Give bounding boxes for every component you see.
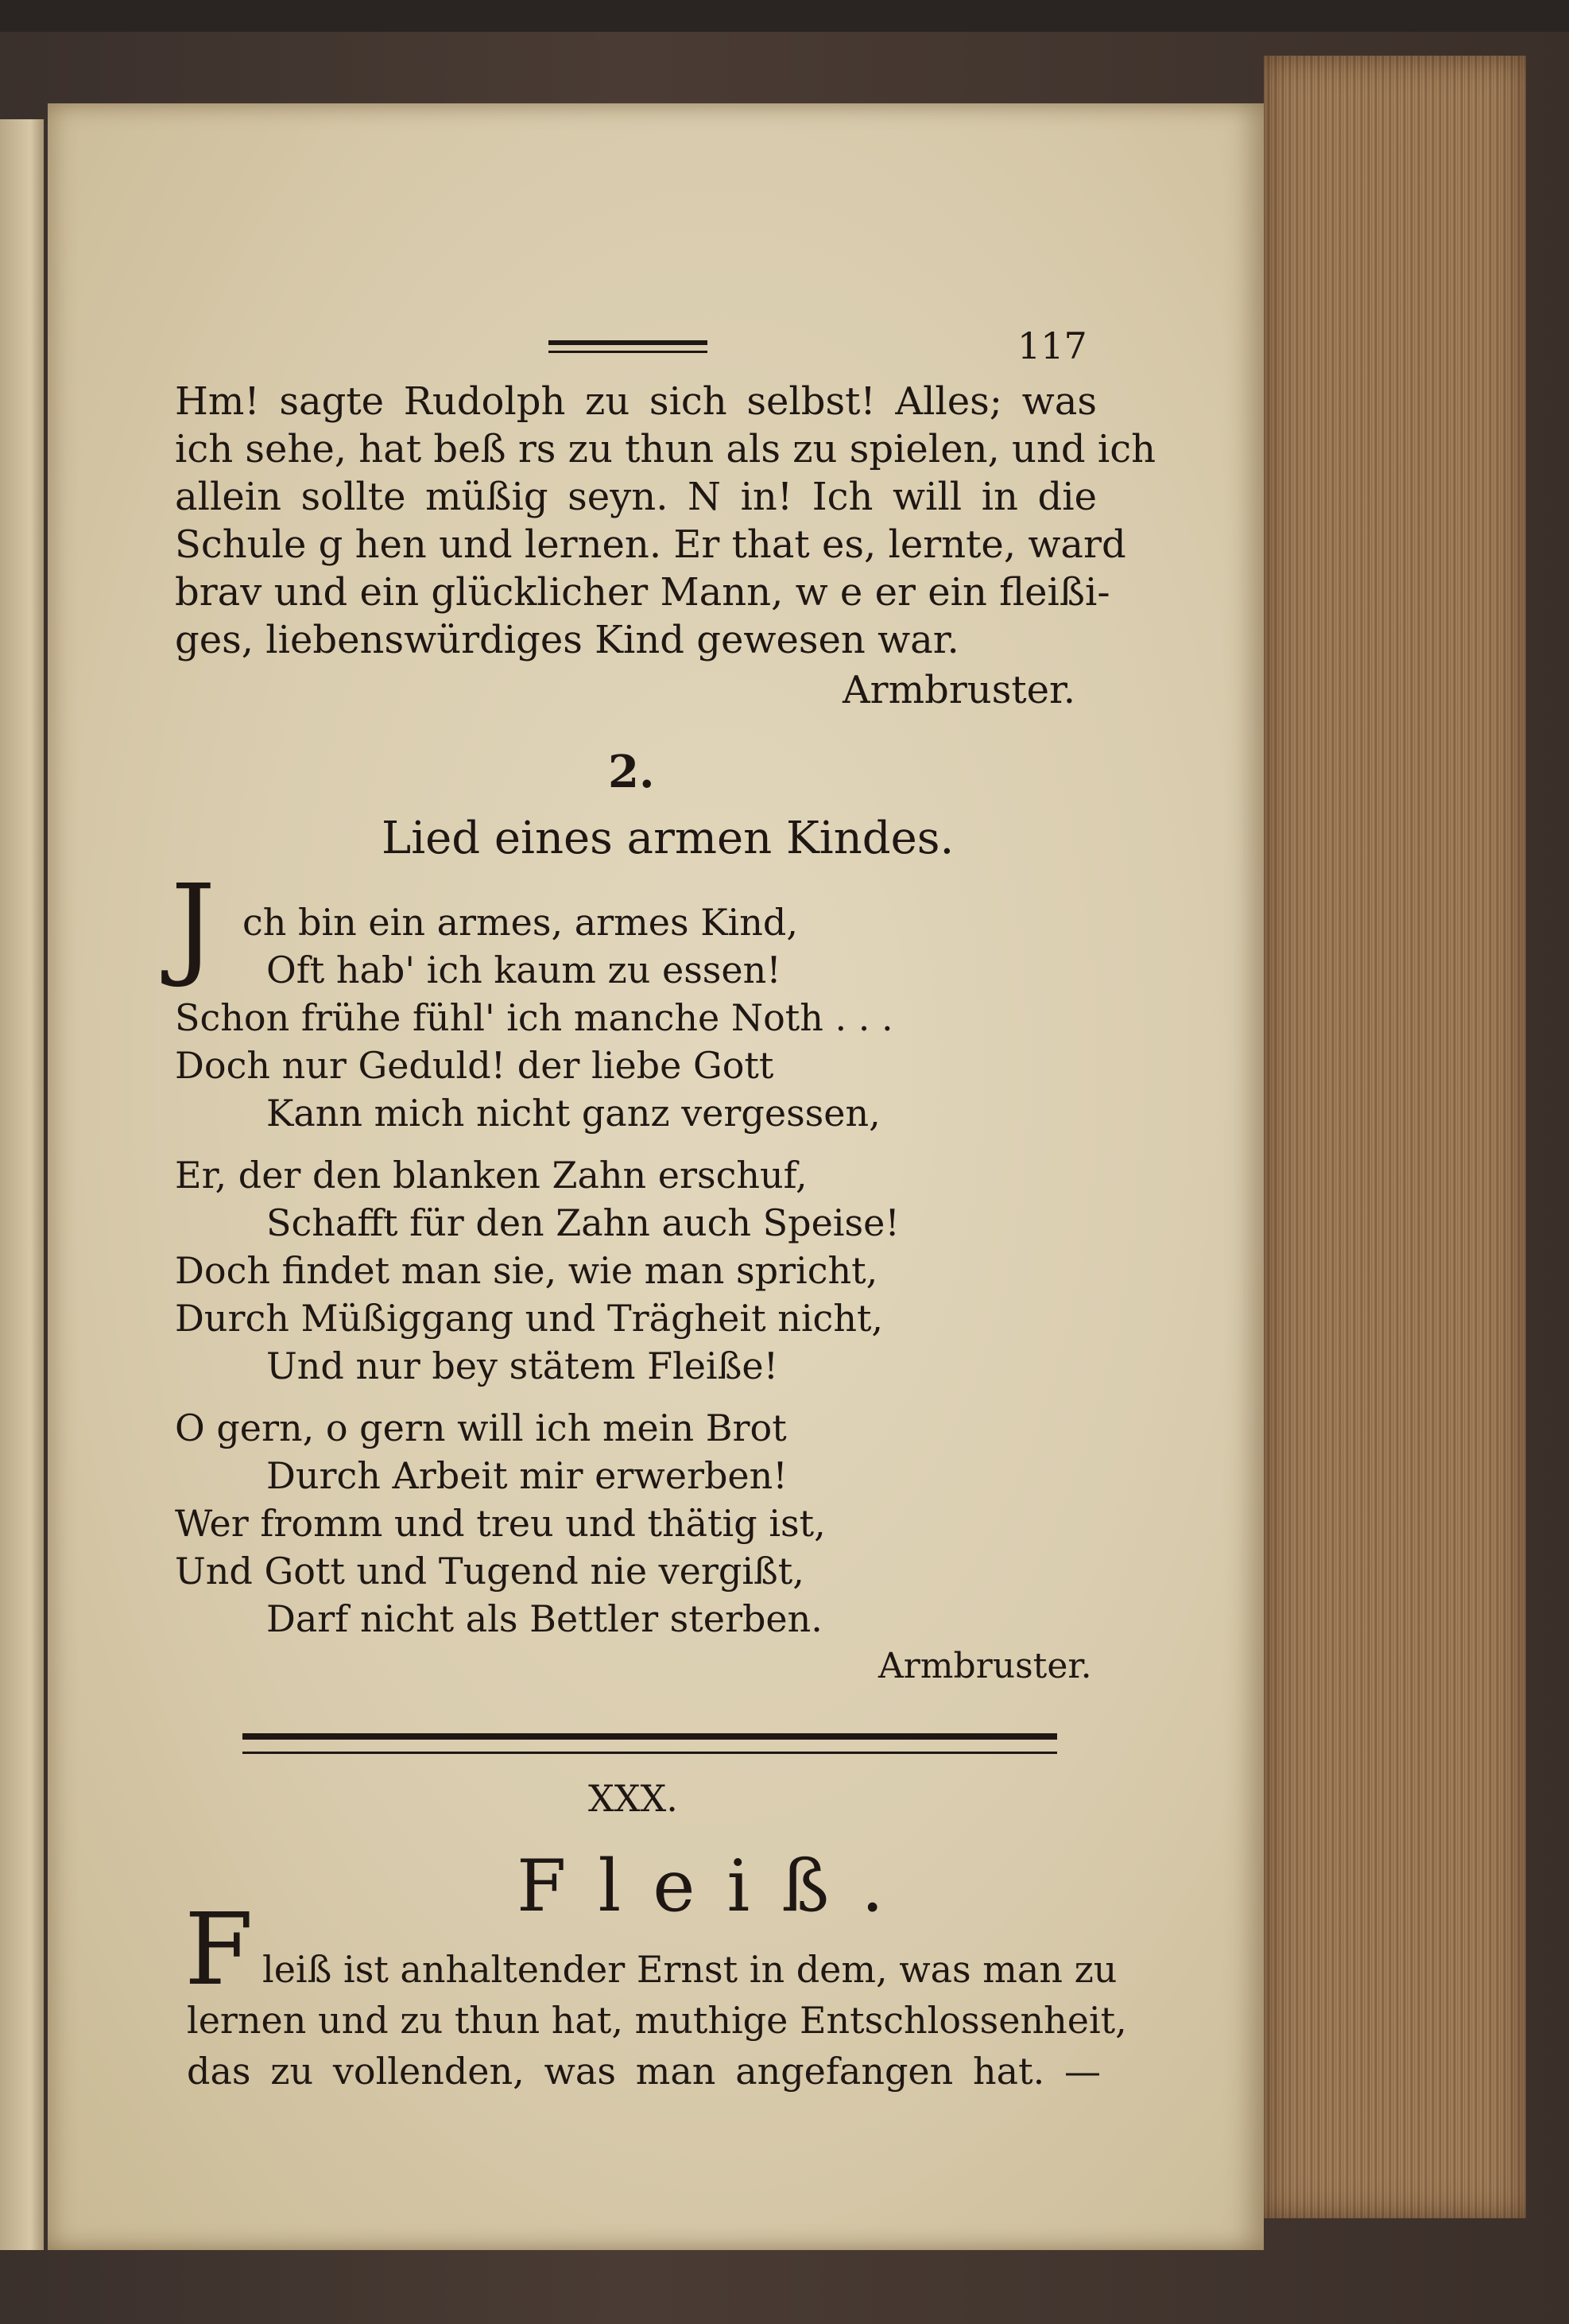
poem-line: Und nur bey stätem Fleiße! [266,1344,779,1387]
header-rule [548,340,707,353]
prose-line: allein sollte müßig seyn. N in! Ich will in die [175,475,1097,519]
author-signature: Armbruster. [843,668,1075,712]
poem-line: Schafft für den Zahn auch Speise! [266,1201,900,1244]
poem-line: Durch Arbeit mir erwerben! [266,1454,788,1497]
author-signature-2: Armbruster. [878,1646,1092,1686]
poem-line: ch bin ein armes, armes Kind, [242,901,798,944]
poem-line: Darf nicht als Bettler sterben. [266,1597,823,1640]
section-number: 2. [608,746,655,798]
prose-line: Hm! sagte Rudolph zu sich selbst! Alles; was [175,379,1097,424]
poem-line: Und Gott und Tugend nie vergißt, [175,1550,804,1593]
page-edges [1264,56,1526,2218]
divider-thick [242,1733,1057,1740]
chapter-title: Fleiß. [517,1845,916,1928]
poem-line: Doch nur Geduld! der liebe Gott [175,1044,774,1087]
prose-line: ich sehe, hat beß rs zu thun als zu spielen, und ich [175,427,1156,471]
prose-line: brav und ein glücklicher Mann, w e er ein fleißi- [175,570,1110,615]
poem-line: Schon frühe fühl' ich manche Noth . . . [175,996,893,1039]
poem-title: Lied eines armen Kindes. [382,813,955,864]
page-number: 117 [1017,324,1087,367]
left-page-edge [0,119,44,2250]
chapter-number: XXX. [588,1777,678,1820]
prose-line: Schule g hen und lernen. Er that es, lernte, ward [175,522,1126,567]
poem-line: Doch findet man sie, wie man spricht, [175,1249,878,1292]
poem-line: Wer fromm und treu und thätig ist, [175,1502,826,1545]
poem-line: Kann mich nicht ganz vergessen, [266,1092,881,1135]
prose-line: ges, liebenswürdiges Kind gewesen war. [175,618,959,662]
poem-line: O gern, o gern will ich mein Brot [175,1406,787,1449]
final-dropcap: F [184,1892,254,2008]
poem-line: Oft hab' ich kaum zu essen! [266,949,781,991]
prose-line: leiß ist anhaltender Ernst in dem, was man zu [262,1948,1118,1991]
poem-line: Durch Müßiggang und Trägheit nicht, [175,1297,884,1340]
poem-dropcap: J [171,861,216,991]
prose-line: lernen und zu thun hat, muthige Entschlossenheit, [187,1999,1127,2042]
divider-thin [242,1752,1057,1754]
prose-line: das zu vollenden, was man angefangen hat. — [187,2050,1101,2093]
poem-line: Er, der den blanken Zahn erschuf, [175,1154,808,1197]
